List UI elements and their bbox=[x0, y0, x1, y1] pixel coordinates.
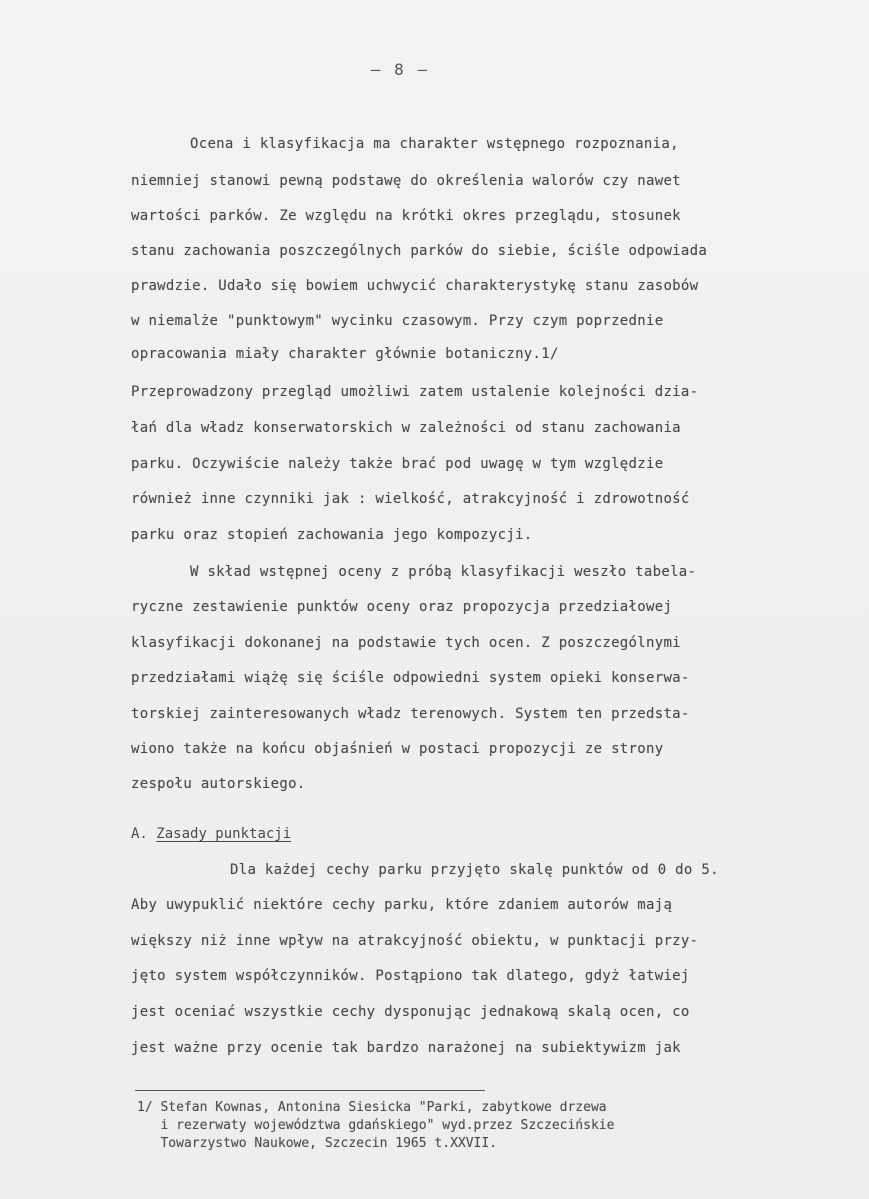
text-line: większy niż inne wpływ na atrakcyjność obiektu, w punktacji przy- bbox=[131, 933, 699, 949]
text-line: wiono także na końcu objaśnień w postaci propozycji ze strony bbox=[131, 741, 664, 757]
footnote-rule bbox=[135, 1090, 485, 1091]
text-line: klasyfikacji dokonanej na podstawie tych ocen. Z poszczególnymi bbox=[131, 635, 681, 651]
text-line: W skład wstępnej oceny z próbą klasyfikacji weszło tabela- bbox=[190, 564, 697, 580]
page-number: – 8 – bbox=[370, 60, 430, 79]
text-line: zespołu autorskiego. bbox=[131, 776, 306, 792]
footnote-line: i rezerwaty województwa gdańskiego" wyd.przez Szczecińskie bbox=[137, 1118, 615, 1133]
text-line: przedziałami wiążę się ściśle odpowiedni system opieki konserwa- bbox=[131, 670, 690, 686]
text-line: jęto system współczynników. Postąpiono tak dlatego, gdyż łatwiej bbox=[131, 968, 690, 984]
text-line: stanu zachowania poszczególnych parków do siebie, ściśle odpowiada bbox=[131, 243, 708, 259]
text-line: łań dla władz konserwatorskich w zależności od stanu zachowania bbox=[131, 420, 681, 436]
section-heading bbox=[131, 825, 291, 843]
text-line: prawdzie. Udało się bowiem uchwycić charakterystykę stanu zasobów bbox=[131, 278, 699, 294]
section-prefix: A. bbox=[131, 826, 157, 842]
text-line: jest ważne przy ocenie tak bardzo narażonej na subiektywizm jak bbox=[131, 1040, 681, 1056]
text-line: Ocena i klasyfikacja ma charakter wstępnego rozpoznania, bbox=[190, 136, 679, 152]
text-line: parku oraz stopień zachowania jego kompozycji. bbox=[131, 527, 533, 543]
footnote-line: 1/ Stefan Kownas, Antonina Siesicka "Parki, zabytkowe drzewa bbox=[137, 1100, 607, 1115]
text-line: Aby uwypuklić niektóre cechy parku, które zdaniem autorów mają bbox=[131, 897, 673, 913]
text-line: jest oceniać wszystkie cechy dysponując jednakową skalą ocen, co bbox=[131, 1004, 690, 1020]
text-line: niemniej stanowi pewną podstawę do określenia walorów czy nawet bbox=[131, 173, 681, 189]
text-line: opracowania miały charakter głównie botaniczny.1/ bbox=[131, 346, 559, 362]
text-line: ryczne zestawienie punktów oceny oraz propozycja przedziałowej bbox=[131, 599, 673, 615]
text-line: Dla każdej cechy parku przyjęto skalę punktów od 0 do 5. bbox=[230, 862, 719, 878]
section-title: Zasady punktacji bbox=[156, 826, 292, 842]
text-line: wartości parków. Ze względu na krótki okres przeglądu, stosunek bbox=[131, 208, 681, 224]
text-line: Przeprowadzony przegląd umożliwi zatem ustalenie kolejności dzia- bbox=[131, 384, 699, 400]
text-line: również inne czynniki jak : wielkość, atrakcyjność i zdrowotność bbox=[131, 491, 690, 507]
text-line: parku. Oczywiście należy także brać pod uwagę w tym względzie bbox=[131, 456, 664, 472]
text-line: w niemalże "punktowym" wycinku czasowym. Przy czym poprzednie bbox=[131, 313, 664, 329]
footnote-line: Towarzystwo Naukowe, Szczecin 1965 t.XXVII. bbox=[137, 1136, 498, 1151]
text-line: torskiej zainteresowanych władz terenowych. System ten przedsta- bbox=[131, 706, 690, 722]
